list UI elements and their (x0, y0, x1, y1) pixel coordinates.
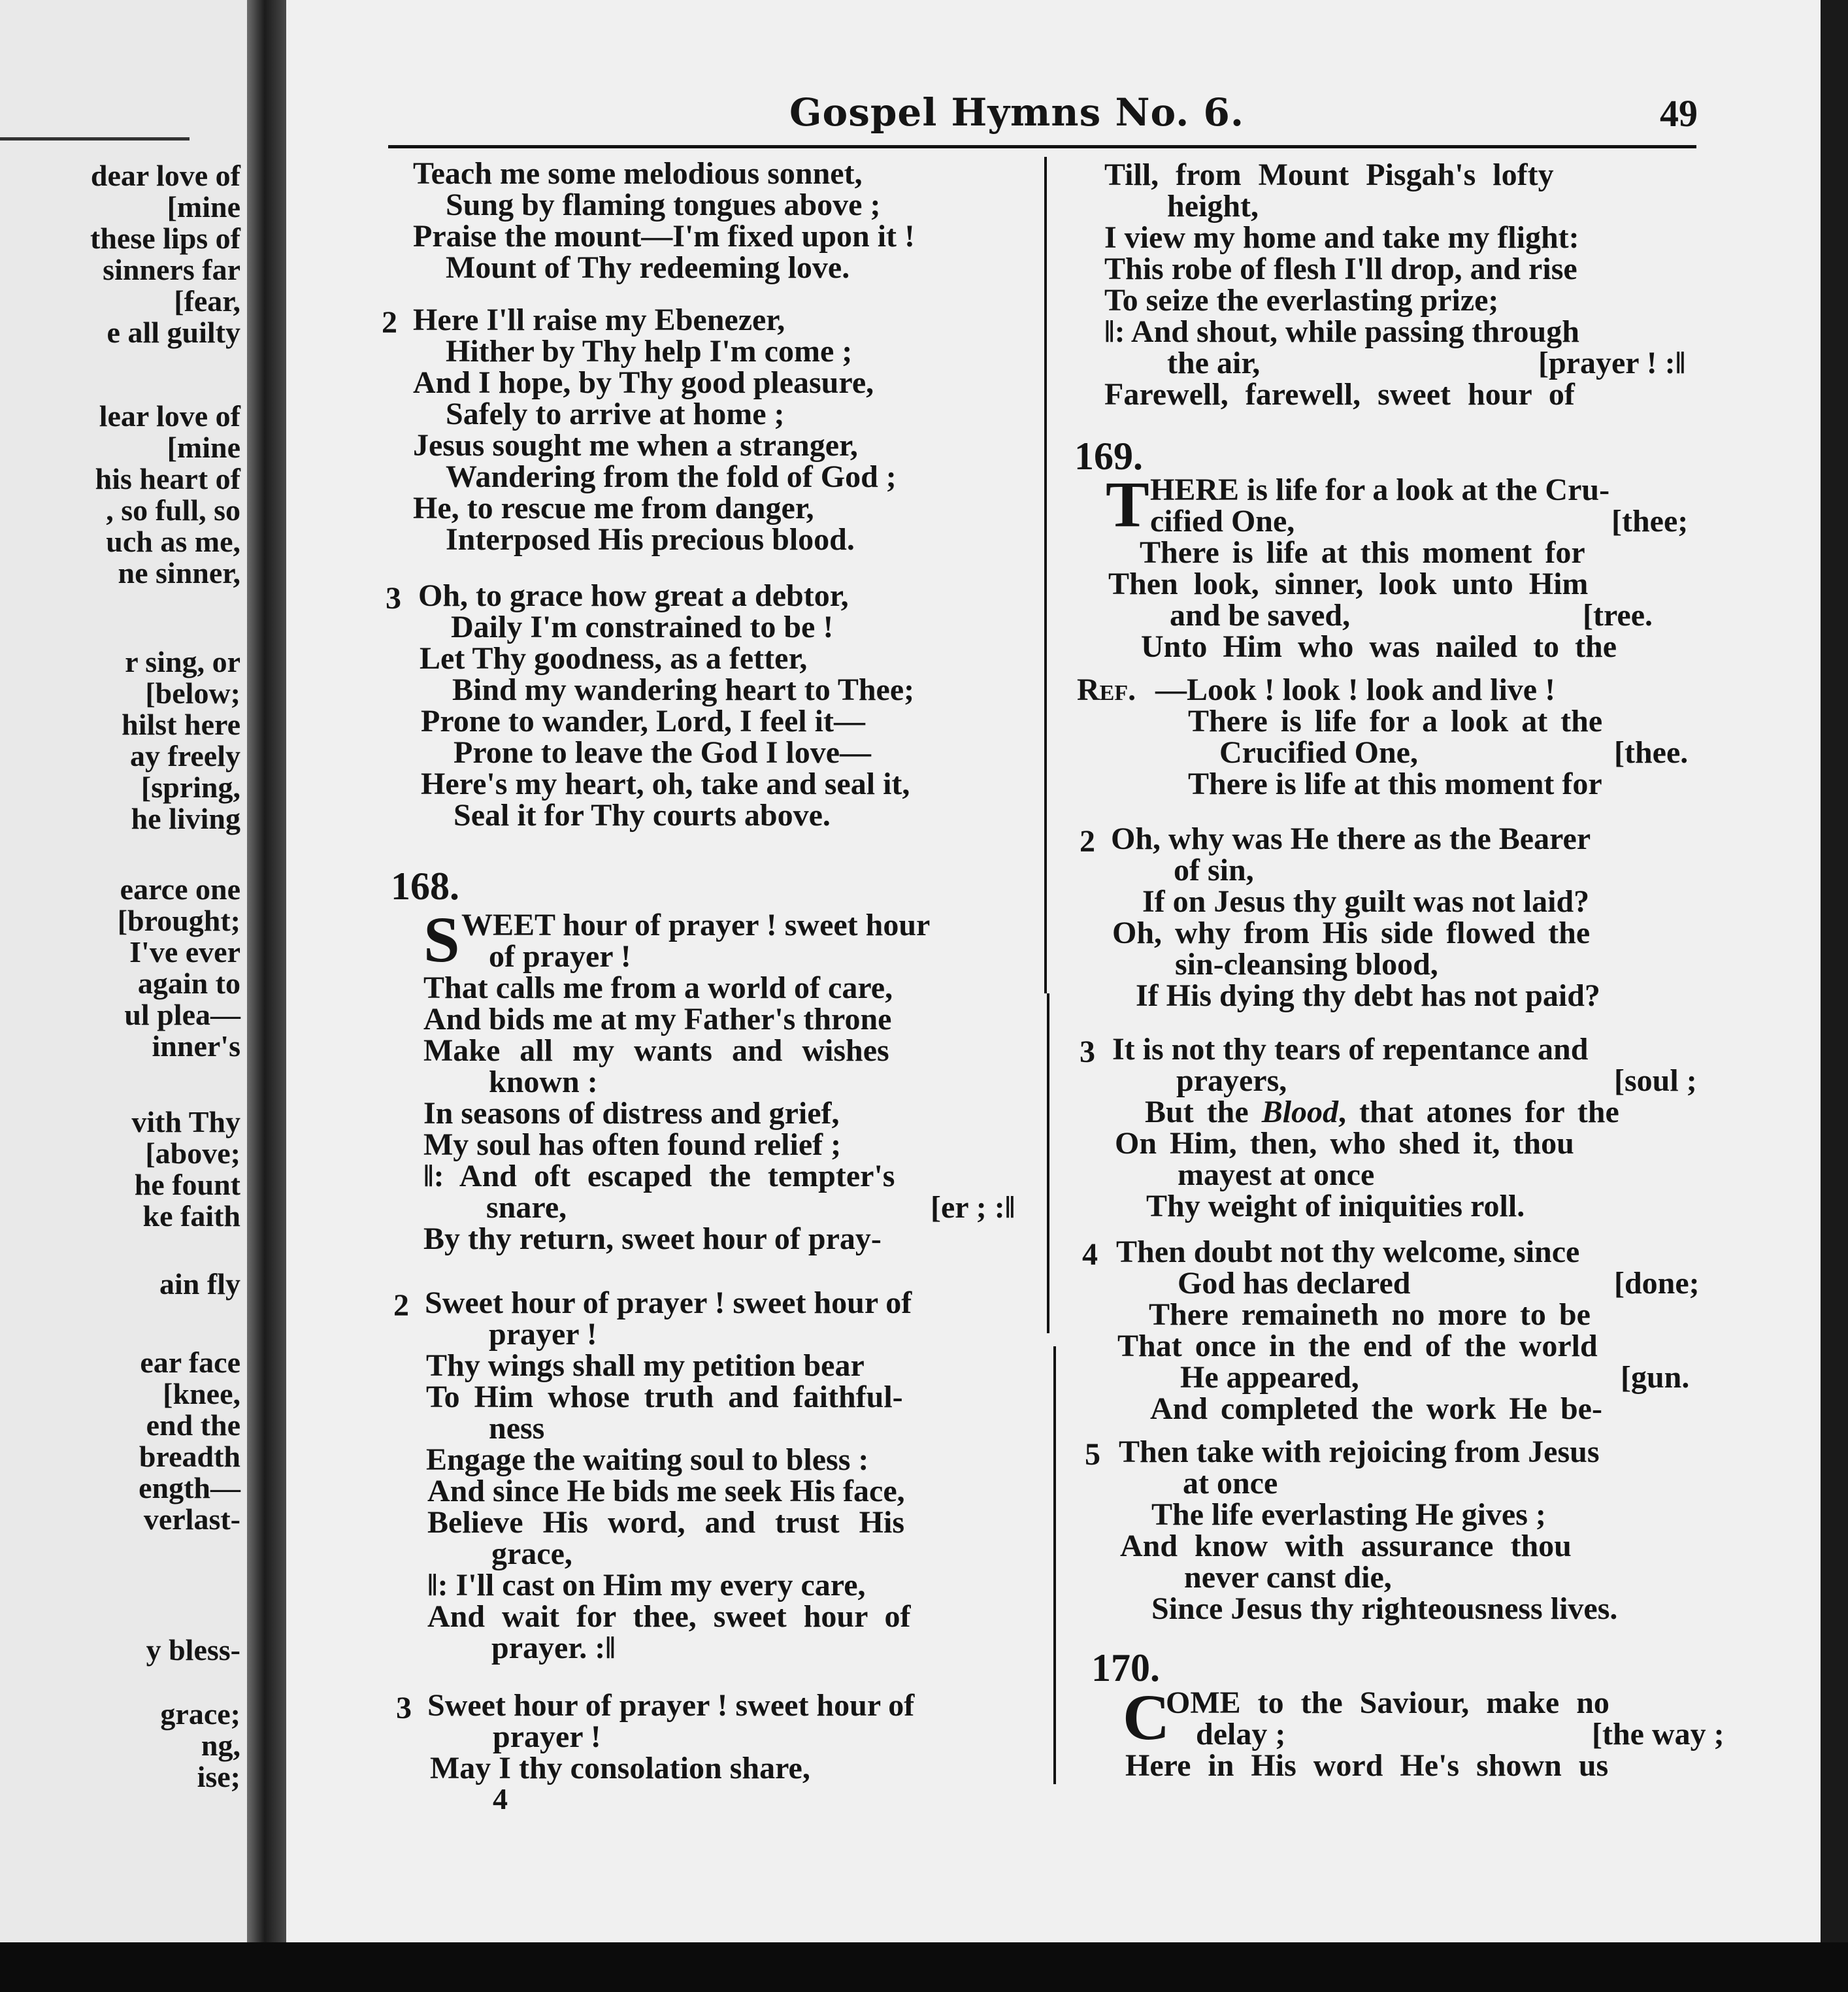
left-page-fragment: ise; (197, 1760, 240, 1793)
hymn-number: 169. (1074, 435, 1143, 478)
verse-line: height, (1167, 189, 1259, 224)
left-page-fragment: ng, (201, 1729, 240, 1762)
verse-line: Then look, sinner, look unto Him (1108, 567, 1589, 601)
verse-line: Then doubt not thy welcome, since (1116, 1235, 1580, 1269)
verse-line: If on Jesus thy guilt was not laid? (1142, 884, 1590, 919)
verse-line (1145, 1097, 1619, 1128)
verse-line: prayer ! (489, 1317, 597, 1352)
verse-line: ‖: And oft escaped the tempter's (423, 1159, 895, 1193)
verse-line: God has declared (1178, 1266, 1411, 1301)
verse-line: Here I'll raise my Ebenezer, (413, 303, 785, 337)
verse-line: of sin, (1174, 853, 1254, 888)
left-page-fragment: [brought; (117, 904, 240, 937)
verse-line: Wandering from the fold of God ; (446, 459, 897, 494)
left-page-fragment: ke faith (142, 1199, 240, 1233)
left-page-fragment: ul plea— (124, 998, 240, 1031)
verse-line: prayer. :‖ (491, 1631, 616, 1665)
verse-line: There is life at this moment for (1140, 535, 1585, 570)
verse-line: never canst die, (1184, 1560, 1392, 1595)
verse-line-part: , that atones for the (1338, 1095, 1619, 1129)
verse-line: If His dying thy debt has not paid? (1136, 978, 1600, 1013)
scan-border (0, 1942, 1848, 1992)
left-page-fragment: ne sinner, (118, 556, 240, 589)
hymn-number: 170. (1091, 1646, 1160, 1689)
left-page-fragment: ear face (140, 1346, 240, 1379)
verse-line: Daily I'm constrained to be ! (451, 610, 834, 644)
verse-line: [er ; :‖ (931, 1190, 1015, 1225)
verse-line: grace, (491, 1536, 572, 1571)
verse-line: That once in the end of the world (1117, 1329, 1598, 1363)
verse-number: 4 (1082, 1237, 1098, 1272)
verse-line: WEET hour of prayer ! sweet hour (461, 908, 931, 942)
verse-line: There is life at this moment for (1188, 767, 1602, 801)
left-page-fragment: breadth (139, 1440, 240, 1473)
verse-line: —Look ! look ! look and live ! (1155, 672, 1556, 707)
verse-line: Sweet hour of prayer ! sweet hour of (427, 1688, 915, 1723)
verse-number: 2 (393, 1288, 409, 1323)
verse-line: [gun. (1621, 1360, 1690, 1395)
signature-mark: 4 (493, 1782, 508, 1816)
verse-line: To seize the everlasting prize; (1104, 283, 1499, 318)
left-page-fragment: [mine (167, 190, 240, 224)
verse-line: This robe of flesh I'll drop, and rise (1104, 252, 1577, 286)
verse-number: 3 (386, 581, 401, 616)
verse-line: Then take with rejoicing from Jesus (1119, 1435, 1600, 1469)
running-title: Gospel Hymns No. 6. (789, 90, 1245, 135)
left-page-fragment: vith Thy (131, 1105, 240, 1138)
verse-line: Bind my wandering heart to Thee; (452, 672, 915, 707)
left-page-fragment: dear love of (90, 159, 240, 192)
left-page-fragment: ength— (139, 1471, 240, 1504)
verse-line: Thy wings shall my petition bear (426, 1348, 865, 1383)
verse-line: And completed the work He be- (1150, 1391, 1602, 1426)
verse-line: prayers, (1176, 1063, 1287, 1098)
verse-line: [the way ; (1592, 1717, 1724, 1751)
verse-line-part: But the (1145, 1095, 1262, 1129)
verse-number: 3 (1080, 1035, 1095, 1069)
verse-number: 2 (1080, 824, 1095, 859)
left-page-fragment: e all guilty (107, 316, 240, 349)
column-rule-2 (1047, 993, 1049, 1333)
verse-line: ‖: And shout, while passing through (1104, 314, 1579, 349)
verse-number: 2 (382, 305, 397, 340)
left-page-fragment: [fear, (174, 284, 240, 318)
left-page-fragment: [knee, (163, 1377, 240, 1410)
verse-line: I view my home and take my flight: (1104, 220, 1579, 255)
verse-line: Praise the mount—I'm fixed upon it ! (413, 219, 915, 254)
verse-number: 5 (1085, 1437, 1100, 1472)
verse-line: Till, from Mount Pisgah's lofty (1104, 158, 1554, 192)
verse-line: Thy weight of iniquities roll. (1146, 1189, 1525, 1223)
verse-line: snare, (486, 1190, 567, 1225)
left-page-fragment: earce one (120, 872, 240, 906)
left-page-fragment: r sing, or (125, 645, 240, 678)
drop-cap: T (1106, 468, 1149, 540)
left-page-fragment: he fount (134, 1168, 240, 1201)
verse-line: [thee. (1614, 735, 1689, 770)
left-page-fragment: ay freely (129, 739, 240, 772)
left-page-fragment: grace; (160, 1697, 240, 1731)
hymn-number: 168. (391, 865, 459, 908)
refrain-label: Ref. (1077, 672, 1136, 707)
left-page-fragment: [mine (167, 431, 240, 464)
verse-line: By thy return, sweet hour of pray- (423, 1221, 882, 1256)
verse-line: And since He bids me seek His face, (427, 1474, 905, 1508)
page-number: 49 (1660, 92, 1698, 135)
verse-line: He appeared, (1180, 1360, 1359, 1395)
left-page-rule (0, 137, 190, 141)
verse-line: Unto Him who was nailed to the (1141, 629, 1617, 664)
verse-line: And wait for thee, sweet hour of (427, 1599, 911, 1634)
verse-line: That calls me from a world of care, (423, 971, 893, 1005)
verse-line: There remaineth no more to be (1149, 1297, 1591, 1332)
verse-line: prayer ! (493, 1719, 601, 1754)
verse-line: Prone to wander, Lord, I feel it— (421, 704, 865, 739)
verse-line: of prayer ! (489, 939, 631, 974)
verse-line: Farewell, farewell, sweet hour of (1104, 377, 1575, 412)
verse-line: On Him, then, who shed it, thou (1115, 1126, 1574, 1161)
verse-line: delay ; (1196, 1717, 1286, 1751)
verse-line: Oh, why from His side flowed the (1112, 916, 1591, 950)
verse-line: The life everlasting He gives ; (1151, 1497, 1546, 1532)
left-page-fragment: he living (131, 802, 240, 835)
verse-line: There is life for a look at the (1188, 704, 1603, 739)
verse-line: It is not thy tears of repentance and (1112, 1032, 1589, 1067)
left-page-fragment: his heart of (95, 462, 240, 495)
left-page-fragment: I've ever (129, 935, 240, 969)
verse-line: the air, (1167, 346, 1261, 380)
left-page-fragment: sinners far (103, 253, 240, 286)
left-page-fragment: lear love of (99, 399, 240, 433)
verse-line: And I hope, by Thy good pleasure, (413, 365, 874, 400)
verse-line: Engage the waiting soul to bless : (426, 1442, 869, 1477)
verse-line: known : (489, 1065, 598, 1099)
drop-cap: C (1123, 1681, 1170, 1753)
verse-line: Sweet hour of prayer ! sweet hour of (425, 1286, 912, 1320)
verse-line: [soul ; (1614, 1063, 1697, 1098)
verse-line: ‖: I'll cast on Him my every care, (427, 1568, 866, 1602)
verse-line: Oh, to grace how great a debtor, (418, 578, 849, 613)
left-page-fragment: [above; (145, 1137, 240, 1170)
verse-line: [done; (1614, 1266, 1700, 1301)
verse-line: Seal it for Thy courts above. (454, 798, 831, 833)
verse-line: cified One, (1150, 504, 1295, 539)
verse-line: Since Jesus thy righteousness lives. (1151, 1591, 1618, 1626)
verse-line: And know with assurance thou (1120, 1529, 1572, 1563)
verse-line: [thee; (1611, 504, 1689, 539)
verse-line: Hither by Thy help I'm come ; (446, 334, 853, 369)
verse-line: He, to rescue me from danger, (413, 491, 814, 525)
verse-line: Teach me some melodious sonnet, (413, 156, 863, 191)
left-page-fragment: [below; (145, 676, 240, 710)
verse-line: mayest at once (1178, 1157, 1375, 1192)
verse-line: Here in His word He's shown us (1125, 1748, 1609, 1783)
verse-line: Safely to arrive at home ; (446, 397, 785, 431)
verse-line: May I thy consolation share, (430, 1751, 810, 1785)
verse-line: Sung by flaming tongues above ; (446, 188, 881, 222)
verse-line: Here's my heart, oh, take and seal it, (421, 767, 910, 801)
left-page-fragment: these lips of (90, 222, 240, 255)
verse-line: Let Thy goodness, as a fetter, (420, 641, 808, 676)
header-rule (388, 145, 1696, 148)
left-page-fragment: end the (146, 1408, 240, 1442)
verse-line: Prone to leave the God I love— (454, 735, 872, 770)
page-edge (1821, 0, 1848, 1954)
verse-line: [prayer ! :‖ (1538, 346, 1686, 380)
verse-line: Crucified One, (1219, 735, 1418, 770)
verse-line: at once (1183, 1466, 1278, 1501)
verse-line: Mount of Thy redeeming love. (446, 250, 850, 285)
left-page-fragment: ain fly (159, 1267, 240, 1301)
left-page-fragment: again to (137, 967, 240, 1000)
left-page (0, 0, 247, 1942)
verse-line: And bids me at my Father's throne (423, 1002, 892, 1037)
verse-line: Interposed His precious blood. (446, 522, 855, 557)
verse-line: Believe His word, and trust His (427, 1505, 905, 1540)
left-page-fragment: y bless- (146, 1633, 240, 1667)
drop-cap: S (423, 903, 460, 976)
left-page-fragment: verlast- (143, 1502, 240, 1536)
left-page-fragment: uch as me, (106, 525, 240, 558)
left-page-fragment: , so full, so (106, 493, 240, 527)
column-rule-1 (1044, 157, 1047, 993)
verse-line: sin-cleansing blood, (1175, 947, 1438, 982)
column-rule-3 (1053, 1346, 1056, 1784)
verse-line: [tree. (1583, 598, 1653, 633)
verse-line: HERE is life for a look at the Cru- (1150, 473, 1610, 507)
emphasis-blood: Blood (1261, 1095, 1339, 1129)
verse-line: OME to the Saviour, make no (1166, 1685, 1609, 1720)
verse-line: My soul has often found relief ; (423, 1127, 842, 1162)
verse-line: Make all my wants and wishes (423, 1033, 889, 1068)
verse-line: In seasons of distress and grief, (423, 1096, 840, 1131)
left-page-fragment: inner's (152, 1029, 240, 1063)
left-page-fragment: hilst here (122, 708, 240, 741)
verse-line: and be saved, (1170, 598, 1351, 633)
verse-line: To Him whose truth and faithful- (426, 1380, 903, 1414)
verse-number: 3 (396, 1691, 412, 1725)
book-gutter (247, 0, 286, 1942)
verse-line: ness (489, 1411, 545, 1446)
left-page-fragment: [spring, (140, 771, 240, 804)
verse-line: Jesus sought me when a stranger, (413, 428, 858, 463)
verse-line: Oh, why was He there as the Bearer (1111, 822, 1591, 856)
